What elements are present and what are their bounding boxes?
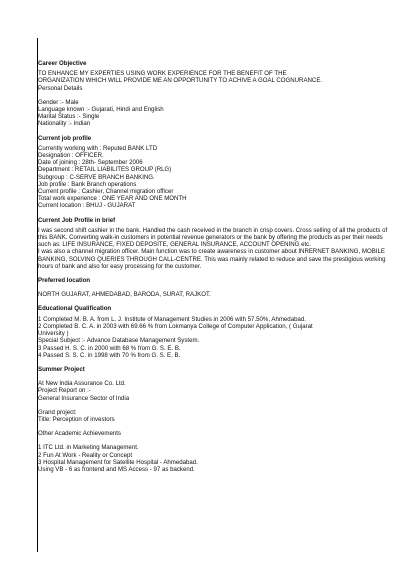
personal-gender: Gender :- Male	[38, 98, 79, 106]
education-line: 2 Completed B. C. A. in 2003 with 69.66 % from Lokmanya College of Computer Application, ( Gujarat	[38, 322, 313, 330]
job-profile-line: Date of joining : 28th- September 2006	[38, 159, 143, 167]
resume-document	[38, 60, 393, 473]
preferred-location-heading: Preferred location	[38, 277, 91, 285]
education-line: 1 Completed M. B. A. from L. J. Institute of Management Studies in 2006 with 57.50%, Ahmedabad.	[38, 315, 306, 323]
job-profile-line: Job profile : Bank Branch operations	[38, 180, 137, 188]
current-job-profile-heading: Current job profile	[38, 134, 92, 142]
job-profile-line: Total work experience : ONE YEAR AND ONE MONTH	[38, 195, 187, 203]
education-heading: Educational Qualification	[38, 305, 112, 313]
career-objective-heading: Career Objective	[38, 60, 87, 67]
education-line: 4 Passed S. S. C. in 1998 with 70 % from G. S. E. B.	[38, 351, 181, 359]
education-line: University )	[38, 330, 69, 338]
job-profile-line: Current location : BHUJ - GUJARAT	[38, 202, 136, 210]
grand-project-line: Grand project:	[38, 408, 77, 416]
job-brief-paragraph: I was second shift cashier in the bank. Handled the cash received in the branch in crisp covers. Cross selling of all the products of this BANK. Converting walk-in customers in potential revenue generators or the bank by offering the products as per their needs such as: LIFE INSURANCE, FIXED DEPOSITE, GENERAL INSURANCE, ACCOUNT OPENING etc.	[38, 226, 388, 249]
job-profile-line: Subgroup : C-SERVE BRANCH BANKING.	[38, 173, 155, 181]
summer-project-line: At New India Assurance Co. Ltd.	[38, 380, 126, 388]
job-profile-line: Currently working with : Reputed BANK LTD	[38, 144, 158, 152]
preferred-location-text: NORTH GUJARAT, AHMEDABAD, BARODA, SURAT, RAJKOT.	[38, 291, 211, 299]
achievement-line: 3 Hospital Management for Satellite Hospital - Ahmedabad.	[38, 458, 198, 466]
job-brief-paragraph: I was also a channel migration officer. Main function was to create awareness in customer about INRERNET BANKING, MOBILE BANKING, SOLVING QUERIES THROUGH CALL-CENTRE. This was mainly related to reduce and save the prestigious working hours of bank and also for easy processing for the customer.	[38, 248, 386, 270]
personal-marital-status: Marital Status :- Single	[38, 113, 100, 121]
personal-details-label: Personal Details	[38, 84, 83, 92]
education-line: Special Subject :- Advance Database Management System.	[38, 337, 200, 345]
job-profile-line: Designation : OFFICER.	[38, 152, 104, 160]
personal-language: Language known :- Gujarati, Hindi and English	[38, 106, 164, 114]
achievement-line: 2 Fun At Work - Reality or Concept	[38, 451, 133, 459]
other-achievements-heading: Other Academic Achievements	[38, 430, 121, 438]
summer-project-line: Project Report on :-	[38, 387, 91, 395]
summer-project-line: General Insurance Sector of India	[38, 394, 130, 402]
job-profile-line: Current profile : Cashier, Channel migration officer	[38, 188, 174, 196]
personal-nationality: Nationality :- Indian	[38, 120, 91, 128]
job-profile-brief-heading: Current Job Profile in brief	[38, 216, 116, 224]
career-objective-line: ORGANIZATION WHICH WILL PROVIDE ME AN OPPORTUNITY TO ACHIVE A GOAL COGNURANCE.	[38, 77, 323, 85]
career-objective-line: TO ENHANCE MY EXPERTIES USING WORK EXPERIENCE FOR THE BENEFIT OF THE	[38, 70, 287, 78]
grand-project-line: Title: Perception of investors	[38, 415, 115, 423]
achievement-line: 1 ITC Ltd. in Marketing Management.	[38, 444, 139, 452]
summer-project-heading: Summer Project	[38, 365, 85, 373]
education-line: 3 Passed H. S. C. in 2000 with 68 % from G. S. E. B.	[38, 344, 181, 352]
job-profile-line: Department : RETAIL LIABILITES GROUP (RLG)	[38, 166, 172, 174]
achievement-line: Using VB - 6 as frontend and MS Access - 97 as backend.	[38, 465, 195, 473]
